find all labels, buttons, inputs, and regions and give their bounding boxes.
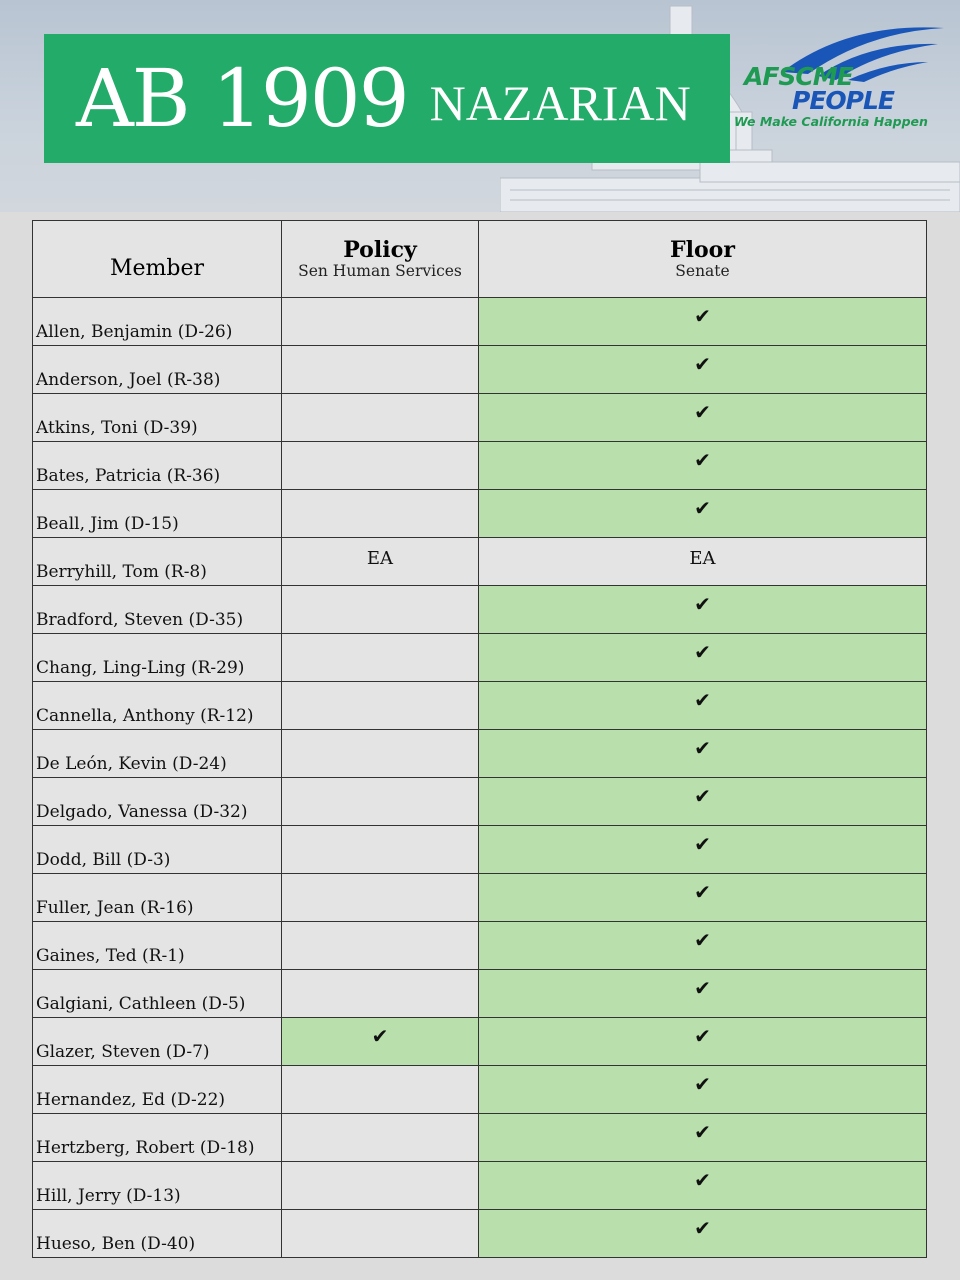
floor-vote-cell — [479, 394, 927, 442]
vote-table-body — [33, 298, 927, 1258]
floor-vote-cell — [479, 1162, 927, 1210]
member-name: Gaines, Ted (R-1) — [33, 922, 282, 970]
policy-vote-cell — [282, 1018, 479, 1066]
column-header-policy — [282, 221, 479, 298]
policy-vote-value: EA — [366, 548, 394, 569]
table-row — [33, 970, 927, 1018]
member-name: Atkins, Toni (D-39) — [33, 394, 282, 442]
table-row — [33, 634, 927, 682]
member-name: Cannella, Anthony (R-12) — [33, 682, 282, 730]
table-row — [33, 490, 927, 538]
member-name: Berryhill, Tom (R-8) — [33, 538, 282, 586]
floor-vote-cell — [479, 730, 927, 778]
member-name: Beall, Jim (D-15) — [33, 490, 282, 538]
checkmark-icon: ✔ — [371, 1024, 389, 1048]
column-header-member: Member — [33, 221, 282, 298]
floor-vote-cell — [479, 346, 927, 394]
checkmark-icon: ✔ — [694, 592, 711, 616]
checkmark-icon: ✔ — [694, 1072, 711, 1096]
policy-vote-cell — [282, 970, 479, 1018]
member-name: Hueso, Ben (D-40) — [33, 1210, 282, 1258]
member-name: Hertzberg, Robert (D-18) — [33, 1114, 282, 1162]
checkmark-icon: ✔ — [694, 928, 711, 952]
checkmark-icon: ✔ — [694, 496, 711, 520]
checkmark-icon: ✔ — [694, 688, 711, 712]
table-row — [33, 1114, 927, 1162]
floor-vote-value: EA — [689, 548, 716, 569]
policy-vote-cell — [282, 1114, 479, 1162]
bill-author: NAZARIAN — [429, 74, 691, 131]
policy-vote-cell — [282, 346, 479, 394]
checkmark-icon: ✔ — [694, 736, 711, 760]
checkmark-icon: ✔ — [694, 352, 711, 376]
policy-vote-cell — [282, 1162, 479, 1210]
policy-vote-cell — [282, 1210, 479, 1258]
checkmark-icon: ✔ — [694, 880, 711, 904]
table-row — [33, 682, 927, 730]
table-row — [33, 538, 927, 586]
policy-vote-cell — [282, 490, 479, 538]
vote-table-header — [33, 221, 927, 298]
checkmark-icon: ✔ — [694, 640, 711, 664]
policy-vote-cell — [282, 730, 479, 778]
table-row — [33, 346, 927, 394]
policy-vote-cell — [282, 586, 479, 634]
floor-vote-cell — [479, 442, 927, 490]
policy-vote-cell — [282, 826, 479, 874]
checkmark-icon: ✔ — [694, 784, 711, 808]
policy-vote-cell — [282, 298, 479, 346]
floor-vote-cell — [479, 1114, 927, 1162]
policy-vote-cell — [282, 1066, 479, 1114]
policy-vote-cell — [282, 442, 479, 490]
header-banner — [0, 0, 960, 212]
member-name: Dodd, Bill (D-3) — [33, 826, 282, 874]
table-row — [33, 778, 927, 826]
table-row — [33, 1162, 927, 1210]
checkmark-icon: ✔ — [694, 400, 711, 424]
member-name: Fuller, Jean (R-16) — [33, 874, 282, 922]
member-name: Bates, Patricia (R-36) — [33, 442, 282, 490]
floor-vote-cell — [479, 1018, 927, 1066]
member-name: Anderson, Joel (R-38) — [33, 346, 282, 394]
checkmark-icon: ✔ — [694, 1216, 711, 1240]
floor-vote-cell — [479, 586, 927, 634]
table-row — [33, 922, 927, 970]
floor-vote-cell — [479, 922, 927, 970]
table-row — [33, 298, 927, 346]
floor-vote-cell — [479, 634, 927, 682]
title-box — [44, 34, 730, 163]
checkmark-icon: ✔ — [694, 976, 711, 1000]
checkmark-icon: ✔ — [694, 1024, 711, 1048]
policy-vote-cell — [282, 778, 479, 826]
policy-vote-cell — [282, 874, 479, 922]
table-row — [33, 826, 927, 874]
table-row — [33, 442, 927, 490]
floor-vote-cell — [479, 298, 927, 346]
table-row — [33, 586, 927, 634]
logo-afscme-text: AFSCME — [744, 62, 853, 91]
floor-vote-cell — [479, 1210, 927, 1258]
floor-vote-cell — [479, 970, 927, 1018]
floor-vote-cell — [479, 778, 927, 826]
checkmark-icon: ✔ — [694, 1120, 711, 1144]
table-row — [33, 1018, 927, 1066]
checkmark-icon: ✔ — [694, 1168, 711, 1192]
logo-tagline: We Make California Happen — [734, 114, 928, 129]
floor-vote-cell — [479, 538, 927, 586]
table-row — [33, 874, 927, 922]
policy-title: Policy — [343, 236, 417, 263]
floor-vote-cell — [479, 682, 927, 730]
bill-number: AB 1909 — [76, 51, 408, 145]
checkmark-icon: ✔ — [694, 304, 711, 328]
logo-people-text: PEOPLE — [792, 86, 894, 115]
member-name: Hill, Jerry (D-13) — [33, 1162, 282, 1210]
floor-vote-cell — [479, 826, 927, 874]
policy-vote-cell — [282, 634, 479, 682]
policy-vote-cell — [282, 922, 479, 970]
member-name: Bradford, Steven (D-35) — [33, 586, 282, 634]
floor-title: Floor — [670, 236, 735, 263]
policy-vote-cell — [282, 538, 479, 586]
table-row — [33, 394, 927, 442]
floor-vote-cell — [479, 1066, 927, 1114]
policy-vote-cell — [282, 394, 479, 442]
member-name: Delgado, Vanessa (D-32) — [33, 778, 282, 826]
column-header-floor — [479, 221, 927, 298]
member-name: De León, Kevin (D-24) — [33, 730, 282, 778]
policy-vote-cell — [282, 682, 479, 730]
member-name: Glazer, Steven (D-7) — [33, 1018, 282, 1066]
checkmark-icon: ✔ — [694, 448, 711, 472]
member-name: Chang, Ling-Ling (R-29) — [33, 634, 282, 682]
member-name: Hernandez, Ed (D-22) — [33, 1066, 282, 1114]
policy-committee: Sen Human Services — [298, 261, 462, 280]
member-name: Allen, Benjamin (D-26) — [33, 298, 282, 346]
afscme-people-logo — [734, 22, 950, 134]
floor-chamber: Senate — [675, 261, 730, 280]
checkmark-icon: ✔ — [694, 832, 711, 856]
floor-vote-cell — [479, 490, 927, 538]
floor-vote-cell — [479, 874, 927, 922]
table-row — [33, 1210, 927, 1258]
vote-table — [32, 220, 927, 1258]
member-name: Galgiani, Cathleen (D-5) — [33, 970, 282, 1018]
table-row — [33, 730, 927, 778]
table-row — [33, 1066, 927, 1114]
